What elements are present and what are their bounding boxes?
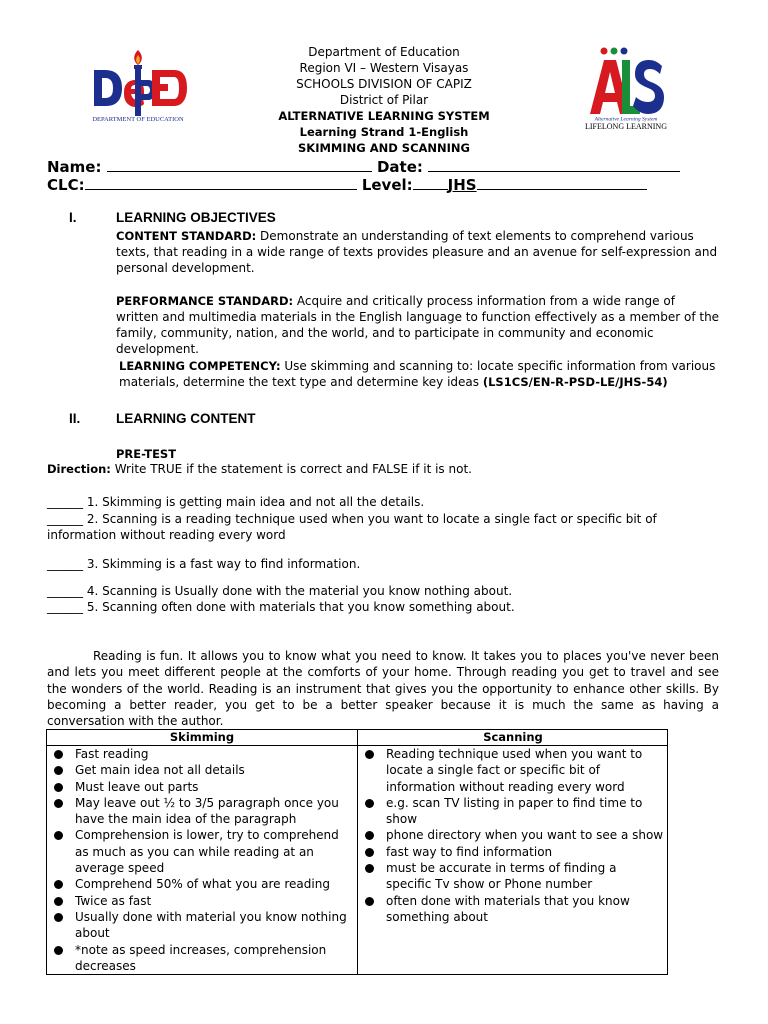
date-field[interactable]: [428, 158, 680, 172]
performance-standard: [116, 293, 720, 357]
scanning-item-text: often done with materials that you know something about: [386, 893, 630, 924]
skimming-item: [47, 942, 353, 975]
skimming-item-text: Must leave out parts: [75, 779, 199, 794]
bullet-icon: [54, 783, 63, 792]
skimming-item-text: Get main idea not all details: [75, 763, 245, 778]
deped-logo-subtext: DEPARTMENT OF EDUCATION: [92, 116, 184, 123]
scanning-item: [358, 827, 664, 843]
deped-logo: [88, 46, 188, 128]
content-standard-text: Demonstrate an understanding of text elements to comprehend various texts, that reading in a wide range of texts provides pleasure and an avenue for self-expression and personal development.: [116, 229, 718, 275]
direction-text: Write TRUE if the statement is correct and FALSE if it is not.: [110, 462, 472, 476]
bullet-icon: [54, 766, 63, 775]
bullet-icon: [54, 799, 63, 808]
skimming-item: [47, 795, 353, 828]
pretest-item[interactable]: ______ 5. Scanning often done with materials that you know something about.: [47, 600, 515, 614]
bullet-icon: [54, 946, 63, 955]
scanning-column: [358, 746, 664, 925]
skimming-item-text: Fast reading: [75, 747, 149, 761]
pretest-item[interactable]: ______ 2. Scanning is a reading technique used when you want to locate a single fact or specific bit of information without reading every word: [47, 512, 657, 542]
comparison-table: [46, 729, 668, 975]
bullet-icon: [54, 897, 63, 906]
table-header-skimming: Skimming: [169, 730, 235, 744]
clc-label: CLC:: [47, 176, 85, 194]
header-bold-line: Learning Strand 1-English: [299, 125, 469, 139]
name-label: Name:: [47, 158, 102, 176]
skimming-item: [47, 827, 353, 876]
skimming-item: [47, 762, 353, 778]
bullet-icon: [365, 897, 374, 906]
skimming-item: [47, 779, 353, 795]
skimming-item-text: May leave out ½ to 3/5 paragraph once you have the main idea of the paragraph: [75, 795, 339, 827]
scanning-item: [358, 795, 664, 828]
skimming-item-text: *note as speed increases, comprehension decreases: [75, 942, 327, 973]
scanning-item: [358, 893, 664, 926]
header-line: Department of Education: [308, 45, 460, 59]
scanning-item-text: must be accurate in terms of finding a specific Tv show or Phone number: [386, 861, 617, 892]
bullet-icon: [365, 831, 374, 840]
section-number: II.: [69, 411, 81, 426]
bullet-icon: [54, 880, 63, 889]
direction: [47, 461, 472, 477]
scanning-item-text: Reading technique used when you want to locate a single fact or specific bit of information without reading every word: [386, 747, 643, 794]
bullet-icon: [365, 848, 374, 857]
name-field[interactable]: [107, 158, 372, 172]
skimming-item: [47, 909, 353, 942]
als-logo-tagline: LIFELONG LEARNING: [585, 122, 667, 131]
section-title: LEARNING CONTENT: [116, 411, 256, 426]
pretest-heading: PRE-TEST: [116, 447, 177, 461]
date-label: Date:: [376, 158, 423, 176]
competency-text: Use skimming and scanning to: locate specific information from various materials, determine the text type and determine key ideas: [119, 359, 716, 389]
skimming-item: [47, 746, 353, 762]
skimming-item: [47, 876, 353, 892]
level-label: Level:: [361, 176, 413, 194]
als-logo-subtext: Alternative Learning System: [594, 116, 658, 123]
section-title: LEARNING OBJECTIVES: [116, 210, 276, 225]
section-number: I.: [69, 210, 77, 225]
header-block: [240, 44, 528, 156]
level-field-post[interactable]: [477, 176, 647, 190]
reading-paragraph: Reading is fun. It allows you to know what you need to know. It takes you to places you've never been and lets you meet different people at the comforts of your home. Through reading you get to travel and see the wonders of the world. Reading is an instrument that gives you the opportunity to enhance other skills. By becoming a better reader, you get to be a better speaker because it is much the same as having a conversation with the author.: [47, 649, 719, 729]
table-header-scanning: Scanning: [483, 730, 543, 744]
header-line: District of Pilar: [339, 93, 429, 107]
bullet-icon: [54, 913, 63, 922]
direction-label: Direction:: [47, 462, 111, 476]
als-logo: [576, 44, 676, 134]
scanning-item: [358, 844, 664, 860]
bullet-icon: [365, 750, 374, 759]
skimming-item-text: Twice as fast: [75, 893, 152, 908]
skimming-item-text: Usually done with material you know nothing about: [75, 909, 347, 941]
competency-label: LEARNING COMPETENCY:: [119, 359, 281, 373]
skimming-item: [47, 893, 353, 909]
scanning-item: [358, 746, 664, 795]
scanning-item-text: fast way to find information: [386, 844, 553, 859]
skimming-item-text: Comprehension is lower, try to comprehend as much as you can while reading at an average speed: [75, 828, 339, 876]
student-fields: [47, 158, 680, 194]
bullet-icon: [365, 864, 374, 873]
bullet-icon: [365, 799, 374, 808]
header-bold-line: ALTERNATIVE LEARNING SYSTEM: [278, 109, 490, 123]
header-line: SCHOOLS DIVISION OF CAPIZ: [296, 77, 472, 91]
scanning-item-text: e.g. scan TV listing in paper to find time to show: [386, 795, 643, 827]
skimming-item-text: Comprehend 50% of what you are reading: [75, 877, 330, 892]
bullet-icon: [54, 831, 63, 840]
learning-competency: [119, 358, 723, 390]
scanning-item: [358, 860, 664, 893]
pretest-item[interactable]: ______ 4. Scanning is Usually done with the material you know nothing about.: [47, 584, 513, 598]
competency-code: (LS1CS/EN-R-PSD-LE/JHS-54): [482, 375, 668, 389]
level-field-pre[interactable]: [413, 176, 448, 190]
scanning-item-text: phone directory when you want to see a show: [386, 828, 664, 843]
header-line: Region VI – Western Visayas: [299, 61, 469, 75]
bullet-icon: [54, 750, 63, 759]
pretest-item[interactable]: ______ 3. Skimming is a fast way to find information.: [47, 557, 361, 571]
level-value: JHS: [447, 176, 477, 194]
performance-standard-text: Acquire and critically process information from a wide range of written and multimedia materials in the English language to function effectively as a member of the family, community, nation, and the world, and to participate in community and economic development.: [116, 294, 720, 356]
content-standard: [116, 228, 720, 276]
skimming-column: [47, 746, 353, 974]
performance-standard-label: PERFORMANCE STANDARD:: [116, 294, 294, 308]
header-bold-line: SKIMMING AND SCANNING: [298, 141, 470, 155]
content-standard-label: CONTENT STANDARD:: [116, 229, 257, 243]
pretest-item[interactable]: ______ 1. Skimming is getting main idea and not all the details.: [47, 495, 425, 509]
clc-field[interactable]: [85, 176, 357, 190]
